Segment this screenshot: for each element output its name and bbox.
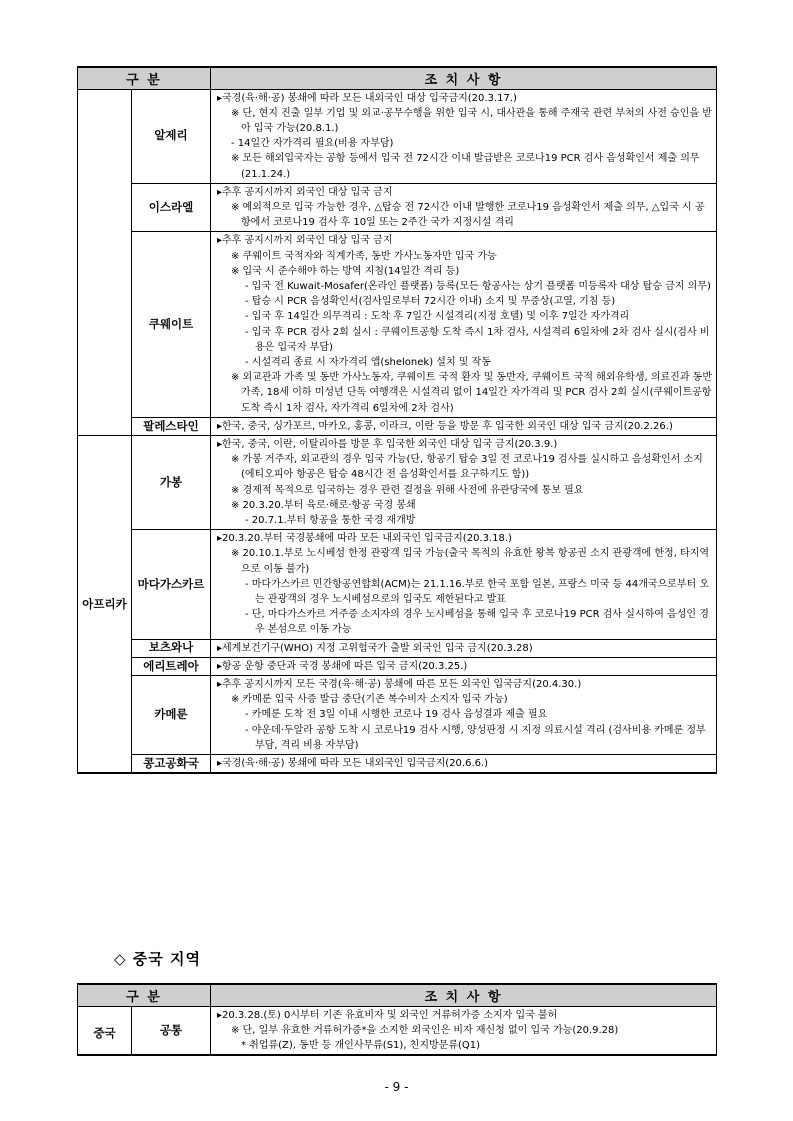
- measure-line: ▸20.3.20.부터 국경봉쇄에 따라 모든 내외국인 입국금지(20.3.18.): [217, 533, 512, 545]
- table-row: [78, 639, 717, 657]
- table-row: [78, 417, 717, 435]
- measures-cell: [211, 183, 717, 232]
- country-cell: 카메룬: [132, 676, 211, 755]
- country-cell: 알제리: [132, 89, 211, 183]
- measure-line: - 탑승 시 PCR 음성확인서(검사일로부터 72시간 이내) 소지 및 무증상(고열, 기침 등): [245, 296, 616, 308]
- measure-line: ※ 단, 일부 유효한 거류허가증*을 소지한 외국인은 비자 재신청 없이 입국 가능(20.9.28): [231, 1024, 619, 1036]
- header-category: 구 분: [78, 67, 211, 89]
- table-row: [78, 435, 717, 529]
- header-measures: 조 치 사 항: [211, 984, 717, 1006]
- measure-line: ▸국경(육·해·공) 봉쇄에 따라 모든 내외국인 대상 입국금지(20.3.17.): [217, 92, 517, 104]
- country-cell: 마다가스카르: [132, 530, 211, 639]
- measure-line: * 취업류(Z), 동반 등 개인사무류(S1), 친지방문류(Q1): [241, 1039, 481, 1051]
- table-row: [78, 183, 717, 232]
- china-measures-table: [77, 983, 717, 1056]
- measure-line: ▸20.3.28.(토) 0시부터 기존 유효비자 및 외국인 거류허가증 소지자 입국 불허: [217, 1009, 558, 1021]
- measure-line: ▸추후 공지시까지 모든 국경(육·해·공) 봉쇄에 따른 모든 외국인 입국금지(20.4.30.): [217, 679, 582, 691]
- measure-line: ※ 가봉 거주자, 외교관의 경우 입국 가능(단, 항공기 탑승 3일 전 코로나19 검사를 실시하고 음성확인서 소지(에티오피아 항공은 탑승 48시간 전 음성확인서를 요구하기도 함)): [231, 454, 703, 481]
- measures-cell: [211, 657, 717, 675]
- measure-line: - 야운데·두알라 공항 도착 시 코로나19 검사 시행, 양성판정 시 지정 의료시설 격리 (검사비용 카메룬 정부 부담, 격리 비용 자부담): [245, 724, 706, 751]
- country-cell: 콩고공화국: [132, 755, 211, 774]
- section-title-china: ◇ 중국 지역: [114, 950, 201, 968]
- measures-cell: [211, 89, 717, 183]
- country-cell: 팔레스타인: [132, 417, 211, 435]
- table-row: [78, 530, 717, 639]
- measures-cell: [211, 530, 717, 639]
- africa-measures-table: [77, 66, 717, 774]
- measure-line: - 카메룬 도착 전 3일 이내 시행한 코로나 19 검사 음성결과 제출 필요: [245, 709, 548, 721]
- measure-line: ▸추후 공지시까지 외국인 대상 입국 금지: [217, 235, 393, 247]
- table-row: [78, 755, 717, 774]
- measure-line: ▸한국, 중국, 싱가포르, 마카오, 홍콩, 이라크, 이란 등을 방문 후 입국한 외국인 대상 입국 금지(20.2.26.): [217, 420, 673, 432]
- measures-cell: [211, 676, 717, 755]
- measures-cell: [211, 755, 717, 774]
- measure-line: ▸항공 운항 중단과 국경 봉쇄에 따른 입국 금지(20.3.25.): [217, 660, 468, 672]
- country-cell: 공통: [132, 1006, 211, 1055]
- measures-cell: [211, 232, 717, 417]
- table-row: [78, 1006, 717, 1055]
- measure-line: - 시설격리 종료 시 자가격리 앱(shelonek) 설치 및 작동: [245, 356, 491, 368]
- country-cell: 쿠웨이트: [132, 232, 211, 417]
- measure-line: ※ 모든 해외입국자는 공항 등에서 입국 전 72시간 이내 발급받은 코로나19 PCR 검사 음성확인서 제출 의무(21.1.24.): [231, 153, 700, 180]
- header-measures: 조 치 사 항: [211, 67, 717, 89]
- measure-line: - 20.7.1.부터 항공을 통한 국경 재개방: [245, 514, 416, 526]
- measure-line: ▸한국, 중국, 이란, 이탈리아를 방문 후 입국한 외국인 대상 입국 금지(20.3.9.): [217, 438, 558, 450]
- header-category: 구 분: [78, 984, 211, 1006]
- measure-line: ※ 입국 시 준수해야 하는 방역 지침(14일간 격리 등): [231, 265, 460, 277]
- measure-line: ▸국경(육·해·공) 봉쇄에 따라 모든 내외국인 입국금지(20.6.6.): [217, 758, 489, 770]
- region-cell: 아프리카: [78, 435, 132, 773]
- measure-line: - 단, 마다가스카르 거주증 소지자의 경우 노시베섬을 통해 입국 후 코로나19 PCR 검사 실시하여 음성인 경우 본섬으로 이동 가능: [245, 609, 709, 636]
- region-cell: 중국: [78, 1006, 132, 1055]
- measure-line: - 14일간 자가격리 필요(비용 자부담): [231, 138, 394, 150]
- country-cell: 보츠와나: [132, 639, 211, 657]
- measure-line: ※ 단, 현지 진출 일부 기업 및 외교·공무수행을 위한 입국 시, 대사관을 통해 주재국 관련 부처의 사전 승인을 받아 입국 가능(20.8.1.): [231, 107, 712, 134]
- measure-line: ※ 카메룬 입국 사증 발급 중단(기존 복수비자 소지자 입국 가능): [231, 694, 508, 706]
- measure-line: ※ 20.10.1.부로 노시베섬 한정 관광객 입국 가능(출국 목적의 유효한 왕복 항공권 소지 관광객에 한정, 타지역으로 이동 불가): [231, 548, 710, 575]
- measures-cell: [211, 639, 717, 657]
- table-row: [78, 676, 717, 755]
- table-row: [78, 232, 717, 417]
- measure-line: - 입국 전 Kuwait-Mosafer(온라인 플랫폼) 등록(모든 항공사는 상기 플랫폼 미등록자 대상 탑승 금지 의무): [245, 280, 711, 292]
- measures-cell: [211, 1006, 717, 1055]
- measure-line: - 마다가스카르 민간항공연합회(ACM)는 21.1.16.부로 한국 포함 일본, 프랑스 미국 등 44개국으로부터 오는 관광객의 경우 노시베섬으로의 입국도 제한된다고 발표: [245, 578, 710, 605]
- measure-line: ※ 외교관과 가족 및 동반 가사노동자, 쿠웨이트 국적 환자 및 동반자, 쿠웨이트 국적 해외유학생, 의료진과 동반가족, 18세 이하 미성년 단독 여행객은 시설격리 없이 14일간 자가격리 및 PCR 검사 2회 실시(쿠웨이트공항 도착 즉시 1차 검사, 자가격리 6일차에 2차 검사): [231, 372, 712, 414]
- measure-line: ※ 쿠웨이트 국적자와 직계가족, 동반 가사노동자만 입국 가능: [231, 250, 497, 262]
- measure-line: ▸세계보건기구(WHO) 지정 고위험국가 출발 외국인 입국 금지(20.3.28): [217, 642, 533, 654]
- table-row: [78, 89, 717, 183]
- measure-line: ▸추후 공지시까지 외국인 대상 입국 금지: [217, 186, 393, 198]
- country-cell: 이스라엘: [132, 183, 211, 232]
- measure-line: ※ 예외적으로 입국 가능한 경우, △탑승 전 72시간 이내 발행한 코로나19 음성확인서 제출 의무, △입국 시 공항에서 코로나19 검사 후 10일 또는 2주간 국가 지정시설 격리: [231, 201, 705, 229]
- country-cell: 가봉: [132, 435, 211, 529]
- table-row: [78, 657, 717, 675]
- measures-cell: [211, 435, 717, 529]
- page-number: - 9 -: [384, 1080, 409, 1094]
- measure-line: ※ 20.3.20.부터 육로·해로·항공 국경 봉쇄: [231, 499, 416, 511]
- measure-line: - 입국 후 PCR 검사 2회 실시 : 쿠웨이트공항 도착 즉시 1차 검사, 시설격리 6일차에 2차 검사 실시(검사 비용은 입국자 부담): [245, 326, 710, 353]
- country-cell: 에리트레아: [132, 657, 211, 675]
- measure-line: - 입국 후 14일간 의무격리 : 도착 후 7일간 시설격리(지정 호텔) 및 이후 7일간 자가격리: [245, 311, 630, 323]
- measure-line: ※ 경제적 목적으로 입국하는 경우 관련 결정을 위해 사전에 유관당국에 통보 필요: [231, 484, 584, 496]
- region-cell-blank: [78, 89, 132, 435]
- measures-cell: [211, 417, 717, 435]
